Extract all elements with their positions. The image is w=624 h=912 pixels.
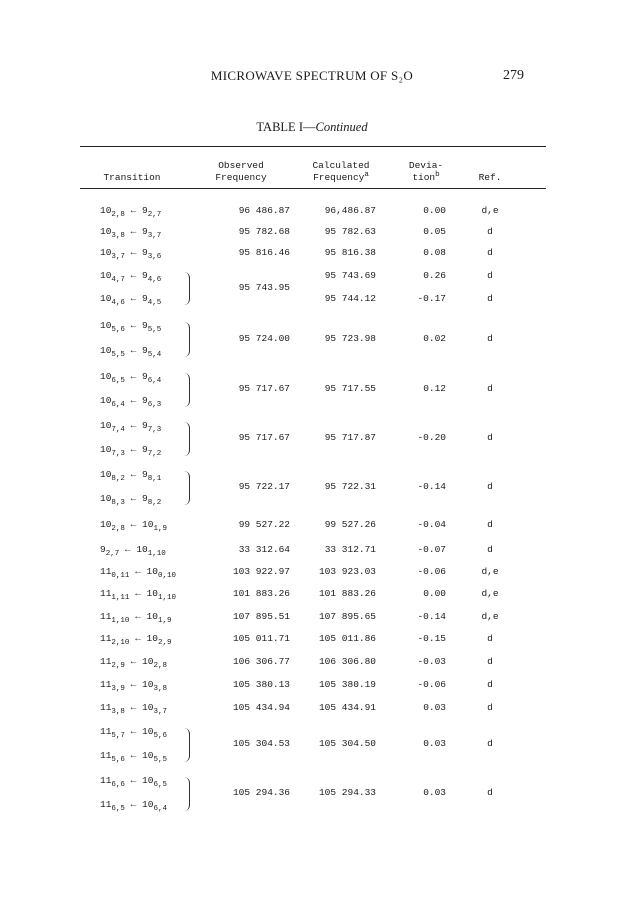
col-header-observed (196, 160, 286, 184)
upper-level: 11 (100, 588, 112, 599)
transition-cell (100, 633, 172, 647)
calculated-frequency: 105 380.19 (318, 679, 376, 690)
observed-frequency: 103 922.97 (232, 566, 290, 577)
transition-cell (100, 247, 162, 261)
upper-level: 11 (100, 702, 112, 713)
arrow-glyph: ← (124, 205, 143, 216)
footnote-marker-a: a (364, 171, 369, 179)
transition-cell (100, 320, 162, 334)
arrow-glyph: ← (124, 420, 143, 431)
arrow-glyph: ← (119, 544, 137, 555)
deviation: -0.06 (417, 566, 446, 577)
reference: d (487, 432, 493, 443)
arrow-glyph: ← (124, 799, 143, 810)
lower-subscript: 1,10 (157, 594, 176, 602)
upper-subscript: 0,11 (111, 572, 130, 580)
upper-subscript: 4,6 (111, 299, 125, 307)
calculated-frequency: 101 883.26 (318, 588, 376, 599)
arrow-glyph: ← (124, 469, 143, 480)
lower-level: 10 (146, 611, 158, 622)
lower-level: 9 (142, 371, 148, 382)
deviation: 0.12 (423, 383, 446, 394)
deviation: 0.08 (423, 247, 446, 258)
upper-level: 11 (100, 726, 112, 737)
lower-level: 10 (146, 633, 158, 644)
deviation: 0.00 (423, 205, 446, 216)
observed-frequency: 105 434.94 (232, 702, 290, 713)
lower-level: 9 (142, 493, 148, 504)
deviation: 0.03 (423, 702, 446, 713)
arrow-glyph: ← (124, 226, 143, 237)
arrow-glyph: ← (124, 293, 143, 304)
reference: d (487, 481, 493, 492)
lower-level: 10 (142, 656, 154, 667)
observed-frequency: 105 294.36 (232, 787, 290, 798)
lower-subscript: 4,5 (147, 299, 162, 307)
arrow-glyph: ← (124, 519, 143, 530)
lower-subscript: 5,5 (147, 326, 162, 334)
observed-frequency: 105 011.71 (232, 633, 290, 644)
reference: d (487, 293, 493, 304)
deviation: -0.04 (417, 519, 446, 530)
transition-cell (100, 544, 166, 558)
lower-subscript: 8,1 (147, 475, 162, 483)
running-header (0, 68, 624, 88)
upper-level: 11 (100, 750, 112, 761)
calculated-frequency: 95 722.31 (324, 481, 376, 492)
arrow-glyph: ← (124, 345, 143, 356)
upper-subscript: 3,8 (111, 708, 125, 716)
arrow-glyph: ← (124, 750, 143, 761)
calculated-frequency: 95 723.98 (324, 332, 376, 344)
calculated-frequency: 95 816.38 (324, 247, 376, 258)
lower-level: 9 (142, 469, 148, 480)
arrow-glyph: ← (124, 679, 143, 690)
lower-subscript: 2,7 (147, 211, 162, 219)
footnote-marker-b: b (435, 171, 440, 179)
lower-level: 9 (142, 444, 148, 455)
transition-cell (100, 679, 167, 693)
upper-level: 10 (100, 293, 112, 304)
lower-level: 10 (142, 679, 154, 690)
table-row (0, 247, 624, 261)
transition-cell (100, 726, 167, 740)
lower-subscript: 5,6 (153, 732, 167, 740)
page-number: 279 (503, 68, 524, 83)
transition-cell (100, 345, 162, 359)
table-row (0, 679, 624, 693)
reference: d (487, 787, 493, 798)
arrow-glyph: ← (129, 566, 147, 577)
upper-level: 10 (100, 519, 112, 530)
pair-brace (183, 422, 190, 456)
arrow-glyph: ← (129, 633, 147, 644)
arrow-glyph: ← (124, 775, 143, 786)
upper-level: 10 (100, 395, 112, 406)
upper-subscript: 6,5 (111, 805, 125, 813)
deviation: 0.05 (423, 226, 446, 237)
upper-subscript: 2,9 (111, 662, 125, 670)
observed-frequency: 99 527.22 (238, 519, 290, 530)
arrow-glyph: ← (124, 656, 143, 667)
lower-subscript: 7,2 (147, 450, 162, 458)
calculated-frequency: 33 312.71 (324, 544, 376, 555)
reference: d (487, 656, 493, 667)
table-caption-label: TABLE I— (256, 120, 316, 134)
table-row (0, 226, 624, 240)
arrow-glyph: ← (124, 320, 143, 331)
upper-level: 10 (100, 469, 112, 480)
upper-subscript: 6,4 (111, 401, 125, 409)
transition-cell (100, 395, 162, 409)
col-header-observed-line2: Frequency (215, 172, 267, 183)
table-row (0, 750, 624, 764)
lower-subscript: 1,9 (157, 617, 172, 625)
lower-level: 9 (142, 320, 148, 331)
upper-subscript: 5,7 (111, 732, 125, 740)
transition-cell (100, 444, 162, 458)
upper-subscript: 1,10 (111, 617, 130, 625)
reference: d (487, 332, 493, 344)
table-row (0, 270, 624, 293)
calculated-frequency: 106 306.80 (318, 656, 376, 667)
observed-frequency: 95 816.46 (238, 247, 290, 258)
lower-subscript: 6,5 (153, 781, 167, 789)
table-row (0, 633, 624, 647)
transition-cell (100, 566, 176, 580)
upper-level: 11 (100, 611, 112, 622)
upper-level: 11 (100, 656, 112, 667)
upper-level: 10 (100, 320, 112, 331)
upper-subscript: 5,5 (111, 351, 125, 359)
upper-level: 10 (100, 226, 112, 237)
transition-cell (100, 588, 176, 602)
lower-subscript: 1,9 (153, 525, 167, 533)
lower-level: 9 (142, 420, 148, 431)
deviation: -0.20 (417, 432, 446, 443)
upper-subscript: 6,5 (111, 377, 125, 385)
pair-brace (183, 471, 190, 505)
observed-frequency: 105 304.53 (232, 738, 290, 749)
table-row (0, 611, 624, 625)
arrow-glyph: ← (129, 611, 147, 622)
upper-level: 10 (100, 420, 112, 431)
reference: d (487, 247, 493, 258)
upper-level: 11 (100, 775, 112, 786)
reference: d (487, 519, 493, 530)
pair-brace (183, 777, 190, 811)
table-top-rule (80, 146, 546, 147)
reference: d,e (481, 205, 499, 216)
reference: d,e (481, 566, 499, 577)
upper-subscript: 3,9 (111, 685, 125, 693)
upper-subscript: 8,3 (111, 499, 125, 507)
transition-cell (100, 420, 162, 434)
table-row (0, 775, 624, 798)
lower-level: 10 (142, 775, 154, 786)
deviation: -0.15 (417, 633, 446, 644)
lower-level: 10 (142, 702, 154, 713)
deviation: -0.14 (417, 481, 446, 492)
calculated-frequency: 107 895.65 (318, 611, 376, 622)
observed-frequency: 95 724.00 (238, 332, 290, 344)
upper-level: 11 (100, 679, 112, 690)
pair-brace (183, 322, 190, 357)
transition-cell (100, 702, 167, 716)
lower-level: 10 (136, 544, 148, 555)
transition-cell (100, 656, 167, 670)
transition-cell (100, 205, 162, 219)
lower-subscript: 2,8 (153, 662, 167, 670)
transition-cell (100, 469, 162, 483)
lower-subscript: 2,9 (157, 639, 172, 647)
col-header-deviation-line1: Devia- (408, 160, 444, 171)
table-row (0, 726, 624, 749)
lower-subscript: 3,8 (153, 685, 167, 693)
observed-frequency: 107 895.51 (232, 611, 290, 622)
lower-level: 10 (142, 799, 154, 810)
table-row (0, 420, 624, 443)
calculated-frequency: 105 304.50 (318, 738, 376, 749)
transition-cell (100, 775, 167, 789)
upper-subscript: 8,2 (111, 475, 125, 483)
observed-frequency: 105 380.13 (232, 679, 290, 690)
calculated-frequency: 95 744.12 (324, 293, 376, 304)
col-header-deviation-line2 (396, 172, 456, 184)
upper-level: 10 (100, 270, 112, 281)
col-header-observed-line1: Observed (218, 160, 264, 171)
reference: d (487, 633, 493, 644)
deviation: 0.02 (423, 332, 446, 344)
table-row (0, 469, 624, 492)
upper-level: 9 (100, 544, 106, 555)
upper-subscript: 3,8 (111, 232, 125, 240)
deviation: 0.03 (423, 738, 446, 749)
col-header-deviation (396, 160, 456, 184)
observed-frequency: 101 883.26 (232, 588, 290, 599)
upper-level: 11 (100, 633, 112, 644)
deviation: -0.03 (417, 656, 446, 667)
upper-subscript: 7,4 (111, 426, 125, 434)
upper-subscript: 2,8 (111, 525, 125, 533)
lower-level: 10 (142, 726, 154, 737)
table-caption (0, 120, 624, 135)
deviation: -0.06 (417, 679, 446, 690)
lower-subscript: 6,3 (147, 401, 162, 409)
upper-level: 10 (100, 247, 112, 258)
upper-level: 11 (100, 566, 112, 577)
lower-level: 10 (142, 519, 154, 530)
lower-subscript: 8,2 (147, 499, 162, 507)
table-row (0, 544, 624, 558)
lower-level: 9 (142, 270, 148, 281)
pair-brace (183, 728, 190, 762)
table-row (0, 799, 624, 813)
reference: d (487, 226, 493, 237)
table-row (0, 371, 624, 394)
calculated-frequency: 99 527.26 (324, 519, 376, 530)
lower-level: 10 (142, 750, 154, 761)
arrow-glyph: ← (124, 395, 143, 406)
upper-subscript: 2,8 (111, 211, 125, 219)
lower-level: 9 (142, 293, 148, 304)
calculated-frequency: 105 294.33 (318, 787, 376, 798)
deviation: -0.17 (417, 293, 446, 304)
upper-subscript: 2,7 (105, 550, 120, 558)
lower-level: 9 (142, 395, 148, 406)
table-caption-continued: Continued (315, 120, 368, 134)
deviation: -0.14 (417, 611, 446, 622)
lower-level: 10 (146, 566, 158, 577)
reference: d,e (481, 611, 499, 622)
reference: d,e (481, 588, 499, 599)
observed-frequency: 95 722.17 (238, 481, 290, 492)
table-row (0, 519, 624, 533)
table-header-rule (80, 188, 546, 189)
observed-frequency: 33 312.64 (238, 544, 290, 555)
table-row (0, 588, 624, 602)
upper-subscript: 5,6 (111, 326, 125, 334)
transition-cell (100, 270, 162, 284)
col-header-calculated (296, 160, 386, 184)
transition-cell (100, 226, 162, 240)
lower-level: 9 (142, 247, 148, 258)
transition-cell (100, 293, 162, 307)
table-row (0, 395, 624, 409)
pair-brace (183, 272, 190, 305)
upper-level: 10 (100, 205, 112, 216)
upper-subscript: 6,6 (111, 781, 125, 789)
table-row (0, 345, 624, 359)
transition-cell (100, 519, 167, 533)
lower-level: 9 (142, 205, 148, 216)
transition-cell (100, 799, 167, 813)
transition-cell (100, 493, 162, 507)
col-header-calculated-line1: Calculated (312, 160, 370, 171)
lower-subscript: 3,6 (147, 253, 162, 261)
reference: d (487, 702, 493, 713)
calculated-frequency: 95 717.55 (324, 383, 376, 394)
transition-cell (100, 371, 162, 385)
upper-level: 11 (100, 799, 112, 810)
table-row (0, 293, 624, 307)
observed-frequency: 95 743.95 (238, 281, 290, 293)
deviation: 0.26 (423, 270, 446, 281)
upper-level: 10 (100, 444, 112, 455)
arrow-glyph: ← (124, 444, 143, 455)
table-row (0, 205, 624, 219)
lower-subscript: 3,7 (147, 232, 162, 240)
table-row (0, 493, 624, 507)
reference: d (487, 679, 493, 690)
calculated-frequency: 95 743.69 (324, 270, 376, 281)
observed-frequency: 106 306.77 (232, 656, 290, 667)
lower-subscript: 7,3 (147, 426, 162, 434)
calculated-frequency: 95 782.63 (324, 226, 376, 237)
upper-subscript: 2,10 (111, 639, 130, 647)
lower-level: 9 (142, 345, 148, 356)
lower-subscript: 4,6 (147, 276, 162, 284)
arrow-glyph: ← (124, 371, 143, 382)
lower-subscript: 6,4 (147, 377, 162, 385)
col-header-deviation-text: tion (412, 172, 436, 183)
reference: d (487, 383, 493, 394)
upper-subscript: 1,11 (111, 594, 130, 602)
upper-subscript: 5,6 (111, 756, 125, 764)
upper-subscript: 3,7 (111, 253, 125, 261)
table-row (0, 656, 624, 670)
lower-subscript: 1,10 (147, 550, 166, 558)
deviation: -0.07 (417, 544, 446, 555)
calculated-frequency: 105 011.86 (318, 633, 376, 644)
upper-level: 10 (100, 371, 112, 382)
arrow-glyph: ← (124, 247, 143, 258)
reference: d (487, 738, 493, 749)
calculated-frequency: 95 717.87 (324, 432, 376, 443)
table-row (0, 444, 624, 458)
table-row (0, 320, 624, 344)
transition-cell (100, 750, 167, 764)
deviation: 0.00 (423, 588, 446, 599)
reference: d (487, 270, 493, 281)
observed-frequency: 95 717.67 (238, 383, 290, 394)
observed-frequency: 96 486.87 (238, 205, 290, 216)
upper-level: 10 (100, 345, 112, 356)
lower-level: 10 (146, 588, 158, 599)
col-header-transition: Transition (103, 172, 161, 183)
lower-subscript: 5,4 (147, 351, 162, 359)
observed-frequency: 95 782.68 (238, 226, 290, 237)
lower-subscript: 5,5 (153, 756, 167, 764)
lower-subscript: 6,4 (153, 805, 167, 813)
observed-frequency: 95 717.67 (238, 432, 290, 443)
arrow-glyph: ← (124, 270, 143, 281)
arrow-glyph: ← (124, 493, 143, 504)
arrow-glyph: ← (124, 726, 143, 737)
upper-subscript: 7,3 (111, 450, 125, 458)
lower-level: 9 (142, 226, 148, 237)
lower-subscript: 3,7 (153, 708, 167, 716)
pair-brace (183, 373, 190, 407)
transition-cell (100, 611, 172, 625)
table-row (0, 702, 624, 716)
calculated-frequency: 105 434.91 (318, 702, 376, 713)
table-row (0, 566, 624, 580)
calculated-frequency: 103 923.03 (318, 566, 376, 577)
upper-level: 10 (100, 493, 112, 504)
reference: d (487, 544, 493, 555)
lower-subscript: 0,10 (157, 572, 176, 580)
upper-subscript: 4,7 (111, 276, 125, 284)
calculated-frequency: 96,486.87 (324, 205, 376, 216)
arrow-glyph: ← (129, 588, 147, 599)
arrow-glyph: ← (124, 702, 143, 713)
col-header-calculated-text: Frequency (313, 172, 365, 183)
running-title: MICROWAVE SPECTRUM OF S₂O (210, 68, 414, 83)
deviation: 0.03 (423, 787, 446, 798)
col-header-ref: Ref. (478, 172, 502, 183)
col-header-calculated-line2 (296, 172, 386, 184)
